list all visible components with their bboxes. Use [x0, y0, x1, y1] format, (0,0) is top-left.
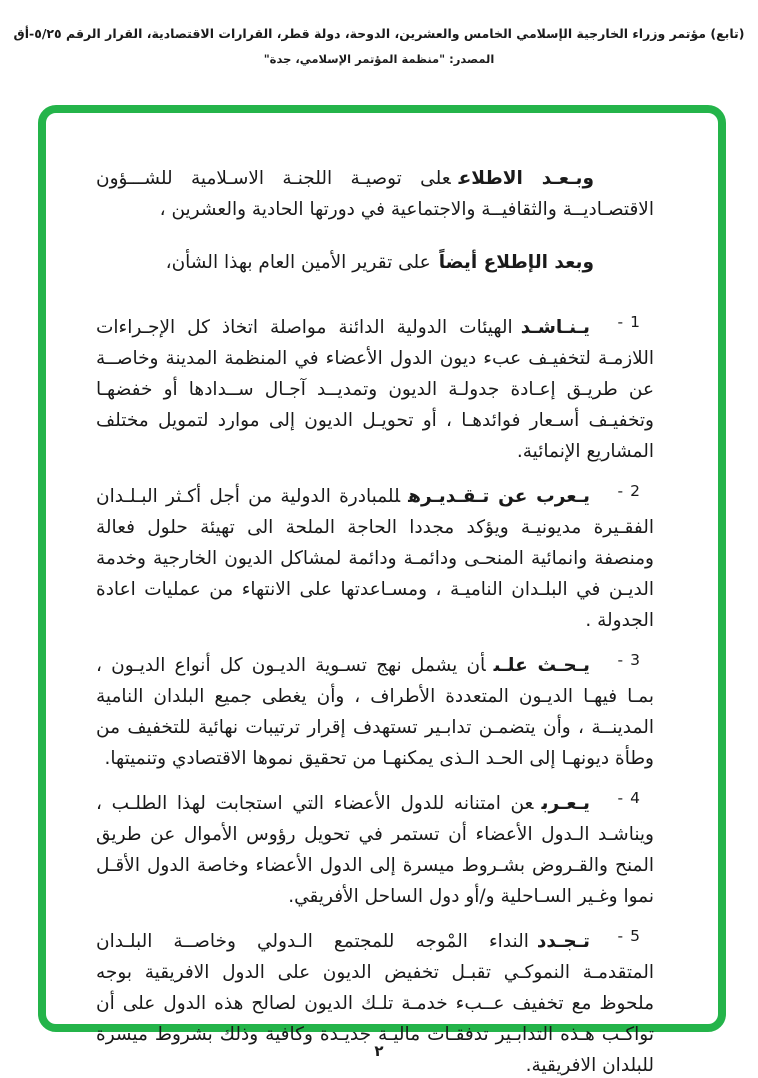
item-number: 5 [630, 927, 640, 945]
item-paragraph [96, 312, 654, 467]
item-text: الهيئات الدولية الدائنة مواصلة اتخاذ كل الإجـراءات اللازمـة لتخفيـف عبء ديون الدول الأعضاء في المنظمة المدينة وخاصــة عن طريـق إعـادة جدولـة الديون وتمديــد آجـال ســدادها أو خفضهـا وتخفيـف أسـعار فوائدهـا ، أو تحويـل الديون إلى موارد لتمويل مختلف المشاريع الإنمائية. [96, 317, 654, 462]
header-source-line: المصدر: "منظمة المؤتمر الإسلامي، جدة" [263, 52, 495, 66]
intro-paragraphs-container [96, 163, 654, 278]
item-dash: - [617, 927, 624, 945]
intro-text: على توصيـة اللجنـة الاسـلامية للشـــؤون الاقتصـاديــة والثقافيــة والاجتماعية في دورتها الحادية والعشرين ، [96, 168, 654, 220]
item-number: 2 [630, 482, 640, 500]
resolution-item [96, 481, 654, 636]
intro-paragraph [96, 247, 654, 278]
page-number: ٢ [374, 1042, 384, 1060]
item-text: للمبادرة الدولية من أجل أكـثر البـلـدان الفقـيرة مديونيـة ويؤكد مجددا الحاجة الملحة الى تهيئة حلول فعالة ومنصفة وانمائية المنحـى ودائمـة ودائمة لمشاكل الديون الخارجية وخدمة الديـن في البلـدان الناميـة ، ومسـاعدتها على الانتهاء من عمليات اعادة الجدولة . [96, 486, 654, 631]
item-text: أن يشمل نهج تسـوية الديـون كل أنواع الديـون ، بمـا فيهـا الديـون المتعددة الأطراف ، وأن يغطى جميع البلدان النامية المدينــة ، وأن يتضمـن تدابـير تستهدف إقرار ترتيبات نهائية للتخفيف من وطأة ديونهـا إلى الحـد الـذى يمكنهـا من تحقيق نموها الاقتصادي وتنميتها. [96, 655, 654, 769]
resolution-items-container [96, 312, 654, 1078]
resolution-item [96, 788, 654, 912]
item-lead-phrase: يـعـرب [541, 793, 590, 814]
resolution-body [46, 113, 718, 1078]
green-border-box [38, 105, 726, 1076]
item-dash: - [617, 651, 624, 669]
resolution-item [96, 650, 654, 774]
item-text: عن امتنانه للدول الأعضاء التي استجابت لهذا الطلـب ، ويناشـد الـدول الأعضاء أن تستمر في تحويل رؤوس الأموال عن طريق المنح والقـروض بشـروط ميسرة إلى الدول الأعضاء وخاصة الدول الأقـل نموا وغـير السـاحلية و/أو دول الساحل الأفريقي. [96, 793, 654, 907]
item-paragraph [96, 481, 654, 636]
intro-lead-phrase: وبـعـد الاطلاع [458, 168, 594, 189]
item-number: 4 [630, 789, 640, 807]
intro-text: على تقرير الأمين العام بهذا الشأن، [165, 252, 431, 273]
item-lead-phrase: يـنـاشـد [520, 317, 590, 338]
item-dash: - [617, 313, 624, 331]
item-lead-phrase: يـعرب عن تـقـديـره [408, 486, 590, 507]
item-dash: - [617, 482, 624, 500]
page-header [0, 26, 758, 66]
item-number-marker [618, 927, 640, 945]
item-number: 3 [630, 651, 640, 669]
item-number: 1 [630, 313, 640, 331]
item-lead-phrase: تـجـدد [536, 931, 590, 952]
item-number-marker [618, 313, 640, 331]
item-paragraph [96, 650, 654, 774]
item-paragraph [96, 788, 654, 912]
intro-lead-phrase: وبعد الإطلاع أيضاً [438, 252, 594, 273]
item-number-marker [618, 651, 640, 669]
item-number-marker [618, 789, 640, 807]
item-text: النداء المْوجه للمجتمع الـدولي وخاصــة البلـدان المتقدمـة النموكـي تقبـل تخفيض الديون على الدول الافريقية بوجه ملحوظ مع تخفيف عــبء خدمـة تلـك الديون لصالح هذه الدول على أن تواكـب هـذه التدابـير تدفقـات ماليـة جديـدة وكافية وذلك بشروط ميسرة للبلدان الافريقية. [96, 931, 654, 1076]
header-title: (تابع) مؤتمر وزراء الخارجية الإسلامي الخامس والعشرين، الدوحة، دولة قطر، القرارات الاقتصادية، القرار الرقم ٥/٢٥-أق [13, 26, 745, 41]
item-dash: - [617, 789, 624, 807]
item-number-marker [618, 482, 640, 500]
item-lead-phrase: يـحـث علـى [493, 655, 591, 676]
intro-paragraph [96, 163, 654, 225]
resolution-item [96, 312, 654, 467]
